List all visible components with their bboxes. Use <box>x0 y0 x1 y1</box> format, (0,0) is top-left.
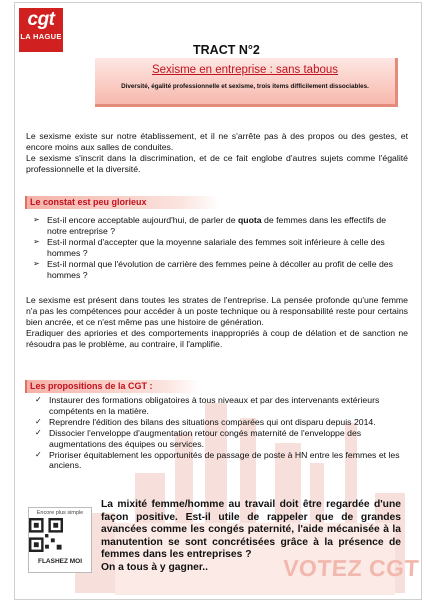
list-item <box>33 417 405 428</box>
list-item <box>33 450 405 472</box>
list-item <box>33 259 403 281</box>
check-bullet-icon: ✓ <box>35 427 42 437</box>
tract-number: TRACT N°2 <box>193 43 260 57</box>
list-item <box>33 428 405 450</box>
body-paragraph: Le sexisme est présent dans toutes les strates de l'entreprise. La pensée profonde qu'une femme n'a pas les compétences pour accéder à un poste technique ou à responsabilité reste pour certains bien ancrée, et ce n'est même pas une histoire de génération. <box>26 295 408 327</box>
section-heading-constat: Le constat est peu glorieux <box>25 196 220 209</box>
arrow-bullet-icon: ➢ <box>33 258 40 268</box>
votez-cgt-watermark: VOTEZ CGT <box>282 555 420 581</box>
section-heading-propositions: Les propositions de la CGT : <box>25 380 200 393</box>
list-item-text: Prioriser équitablement les opportunités de passage de poste à HN entre les femmes et les anciens. <box>49 449 400 471</box>
list-item <box>33 237 403 259</box>
list-item-bold: quota <box>237 215 262 225</box>
body-paragraph: Eradiquer des apriories et des comportements inappropriés à coup de délation et de sanction ne résoudra pas le problème, au contraire, il l'amplifie. <box>26 327 408 349</box>
qr-code-icon <box>29 518 63 552</box>
qr-cta: FLASHEZ MOI <box>37 558 83 565</box>
qr-caption: Encore plus simple <box>36 510 84 516</box>
check-bullet-icon: ✓ <box>35 449 42 459</box>
list-item <box>33 395 405 417</box>
qr-code-box[interactable] <box>28 507 92 573</box>
intro-text <box>26 131 408 175</box>
body-text <box>26 295 408 350</box>
list-item-text: Dissocier l'enveloppe d'augmentation retour congés maternité de l'enveloppe des augmentations des équipes ou services. <box>49 427 362 449</box>
arrow-bullet-icon: ➢ <box>33 215 40 224</box>
arrow-bullet-icon: ➢ <box>33 236 40 246</box>
list-item-text: Reprendre l'édition des bilans des situations comparées qui ont disparu depuis 2014. <box>49 416 376 427</box>
list-item-text: Instaurer des formations obligatoires à tous niveaux et par des intervenants extérieurs compétents en la matière. <box>49 395 380 416</box>
propositions-list <box>33 395 405 471</box>
list-item-text: Est-il normal que l'évolution de carrière des femmes peine à décoller au profit de celle des hommes ? <box>47 258 393 280</box>
tract-page <box>14 2 422 600</box>
page-title: Sexisme en entreprise : sans tabous <box>151 64 339 76</box>
intro-paragraph: Le sexisme s'inscrit dans la discrimination, et de ce fait englobe d'autres sujets comme l'égalité professionnelle et la diversité. <box>26 152 408 174</box>
closing-paragraph: La mixité femme/homme au travail doit être regardée d'une façon positive. Est-il utile de rappeler que de grandes avancées comme les congés paternité, l'aide mécanisée à la manutention se sont concrétisées grâce à la présence de femmes dans les entreprises ? <box>101 499 401 561</box>
cgt-logo <box>19 8 63 52</box>
check-bullet-icon: ✓ <box>35 395 42 404</box>
list-item-text: de femmes dans les effectifs de notre entreprise ? <box>47 215 387 236</box>
list-item-text: Est-il normal d'accepter que la moyenne salariale des femmes soit inférieure à celle des hommes ? <box>47 236 385 258</box>
page-subtitle: Diversité, égalité professionnelle et sexisme, trois items difficilement dissociables. <box>121 83 369 90</box>
list-item <box>33 215 403 237</box>
logo-subtitle: LA HAGUE <box>20 32 62 41</box>
intro-paragraph: Le sexisme existe sur notre établissement, et il ne s'arrête pas à des propos ou des gestes, et encore moins aux salles de conduites. <box>26 131 408 152</box>
check-bullet-icon: ✓ <box>35 416 42 426</box>
logo-text: cgt <box>27 9 55 30</box>
constat-list <box>33 215 403 280</box>
list-item-text: Est-il encore acceptable aujourd'hui, de parler de <box>47 215 238 225</box>
closing-paragraph: On a tous à y gagner.. <box>101 561 209 573</box>
title-banner <box>95 58 398 107</box>
